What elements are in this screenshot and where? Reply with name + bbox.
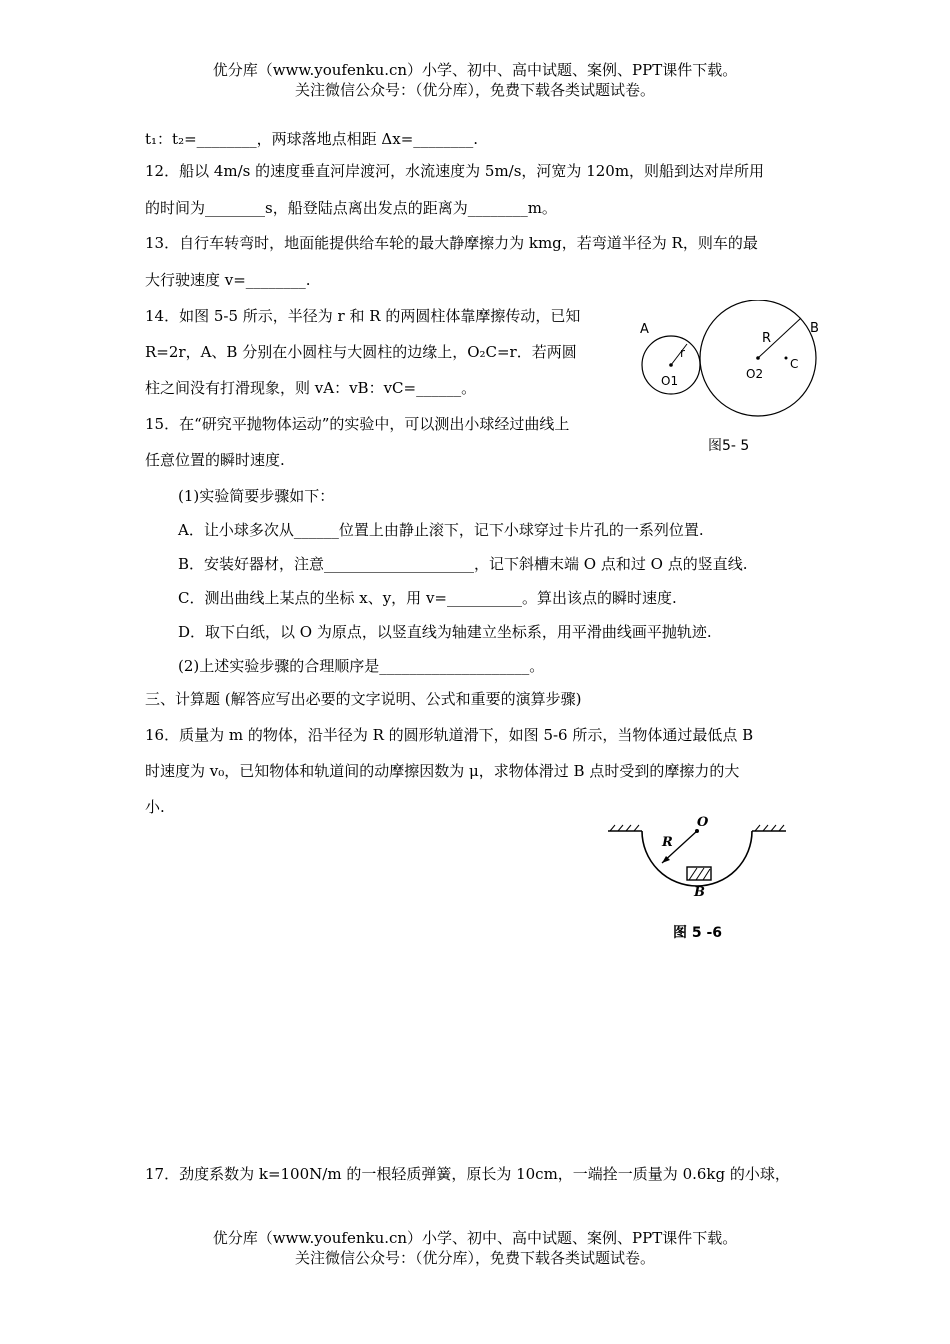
label-c: C (790, 357, 799, 371)
q13-line-2: 大行驶速度 v=________. (145, 271, 311, 289)
q15-order: (2)上述实验步骤的合理顺序是____________________。 (178, 657, 545, 675)
q17-line-1: 17．劲度系数为 k=100N/m 的一根轻质弹簧，原长为 10cm，一端拴一质量为 0.6kg 的小球， (145, 1165, 790, 1183)
header-line-2: 关注微信公众号：（优分库），免费下载各类试题试卷。 (294, 81, 655, 99)
q15-steps-heading: (1)实验简要步骤如下： (178, 487, 335, 505)
label-a: A (640, 322, 649, 337)
q15-line-2: 任意位置的瞬时速度. (145, 451, 285, 469)
q14-line-1: 14．如图 5-5 所示，半径为 r 和 R 的两圆柱体靠摩擦传动，已知 (145, 307, 581, 325)
section-3-heading: 三、计算题 (解答应写出必要的文字说明、公式和重要的演算步骤) (145, 690, 582, 708)
header-line-1: 优分库（www.youfenku.cn）小学、初中、高中试题、案例、PPT课件下载。 (212, 61, 738, 79)
label-r: r (680, 346, 685, 360)
figure-5-5-caption: 图5- 5 (708, 438, 750, 454)
label-o: O (697, 815, 709, 830)
label-o2: O2 (746, 367, 764, 381)
q15-step-c: C．测出曲线上某点的坐标 x、y，用 v=__________。算出该点的瞬时速度. (178, 589, 677, 607)
q16-line-2: 时速度为 v₀，已知物体和轨道间的动摩擦因数为 μ，求物体滑过 B 点时受到的摩擦力的大 (145, 762, 740, 780)
footer-line-2: 关注微信公众号：（优分库），免费下载各类试题试卷。 (294, 1249, 655, 1267)
point-c-dot (785, 357, 788, 360)
q14-line-2: R=2r，A、B 分别在小圆柱与大圆柱的边缘上，O₂C=r．若两圆 (145, 343, 577, 361)
q15-line-1: 15．在“研究平抛物体运动”的实验中，可以测出小球经过曲线上 (145, 415, 570, 433)
ground-hatch-right (755, 825, 784, 831)
label-R: R (762, 331, 772, 346)
q16-line-3: 小. (145, 798, 165, 816)
q16-line-1: 16．质量为 m 的物体，沿半径为 R 的圆形轨道滑下，如图 5-6 所示，当物体通过最低点 B (145, 726, 754, 744)
q11-tail: t₁：t₂=________，两球落地点相距 Δx=________. (145, 130, 479, 148)
q15-step-b: B．安装好器材，注意____________________，记下斜槽末端 O 点和过 O 点的竖直线. (178, 555, 748, 573)
q13-line-1: 13．自行车转弯时，地面能提供给车轮的最大静摩擦力为 kmg，若弯道半径为 R，则车的最 (145, 234, 758, 252)
q12-line-1: 12．船以 4m/s 的速度垂直河岸渡河，水流速度为 5m/s，河宽为 120m，则船到达对岸所用 (145, 162, 765, 180)
q14-line-3: 柱之间没有打滑现象，则 vA：vB：vC=______。 (145, 379, 477, 397)
label-R: R (662, 835, 673, 850)
label-o1: O1 (661, 374, 679, 388)
label-b: B (694, 885, 705, 900)
figure-5-6-caption: 图 5 -6 (673, 925, 723, 941)
q15-step-d: D．取下白纸，以 O 为原点，以竖直线为轴建立坐标系，用平滑曲线画平抛轨迹. (178, 623, 712, 641)
figure-5-6 (600, 808, 800, 903)
figure-5-5 (630, 300, 850, 425)
footer-line-1: 优分库（www.youfenku.cn）小学、初中、高中试题、案例、PPT课件下载。 (212, 1229, 738, 1247)
q15-step-a: A．让小球多次从______位置上由静止滚下，记下小球穿过卡片孔的一系列位置. (178, 521, 704, 539)
q12-line-2: 的时间为________s，船登陆点离出发点的距离为________m。 (145, 199, 557, 217)
label-b: B (810, 321, 819, 336)
ground-hatch-left (610, 825, 639, 831)
